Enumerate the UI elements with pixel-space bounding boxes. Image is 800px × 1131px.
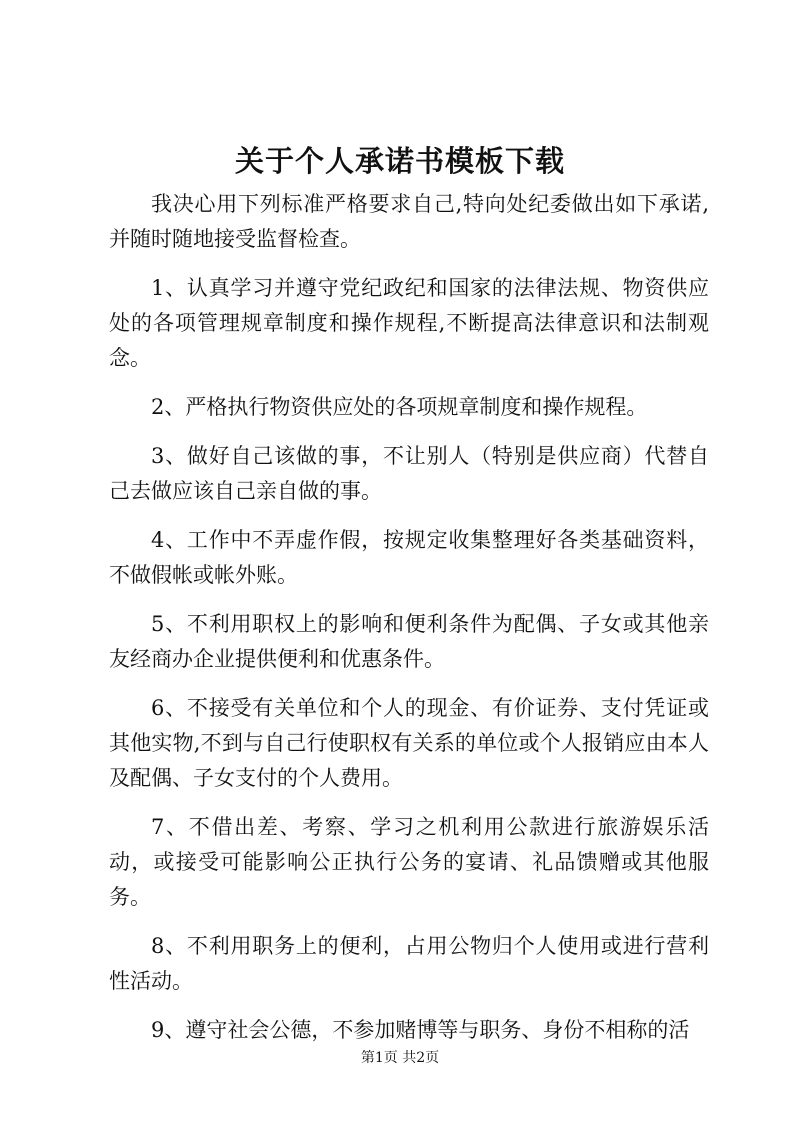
paragraph-item-7: 7、不借出差、考察、学习之机利用公款进行旅游娱乐活动，或接受可能影响公正执行公务的宴请、礼品馈赠或其他服务。 — [109, 815, 709, 909]
paragraph-item-5: 5、不利用职权上的影响和便利条件为配偶、子女或其他亲友经商办企业提供便利和优惠条件。 — [109, 612, 709, 671]
document-title: 关于个人承诺书模板下载 — [234, 144, 565, 178]
paragraph-item-1: 1、认真学习并遵守党纪政纪和国家的法律法规、物资供应处的各项管理规章制度和操作规程,不断提高法律意识和法制观念。 — [109, 276, 709, 370]
paragraph-item-4: 4、工作中不弄虚作假，按规定收集整理好各类基础资料，不做假帐或帐外账。 — [109, 528, 709, 587]
paragraph-item-2: 2、严格执行物资供应处的各项规章制度和操作规程。 — [151, 395, 648, 419]
paragraph-item-9: 9、遵守社会公德，不参加赌博等与职务、身份不相称的活 — [151, 1018, 690, 1042]
document-body — [109, 187, 709, 1062]
paragraph-item-8: 8、不利用职务上的便利，占用公物归个人使用或进行营利性活动。 — [109, 934, 709, 993]
paragraph-item-3: 3、做好自己该做的事，不让别人（特别是供应商）代替自己去做应该自己亲自做的事。 — [109, 444, 709, 503]
page-footer: 第1页 共2页 — [360, 1050, 440, 1066]
paragraph-intro: 我决心用下列标准严格要求自己,特向处纪委做出如下承诺,并随时随地接受监督检查。 — [109, 192, 709, 251]
paragraph-item-6: 6、不接受有关单位和个人的现金、有价证券、支付凭证或其他实物,不到与自己行使职权有关系的单位或个人报销应由本人及配偶、子女支付的个人费用。 — [109, 696, 709, 790]
